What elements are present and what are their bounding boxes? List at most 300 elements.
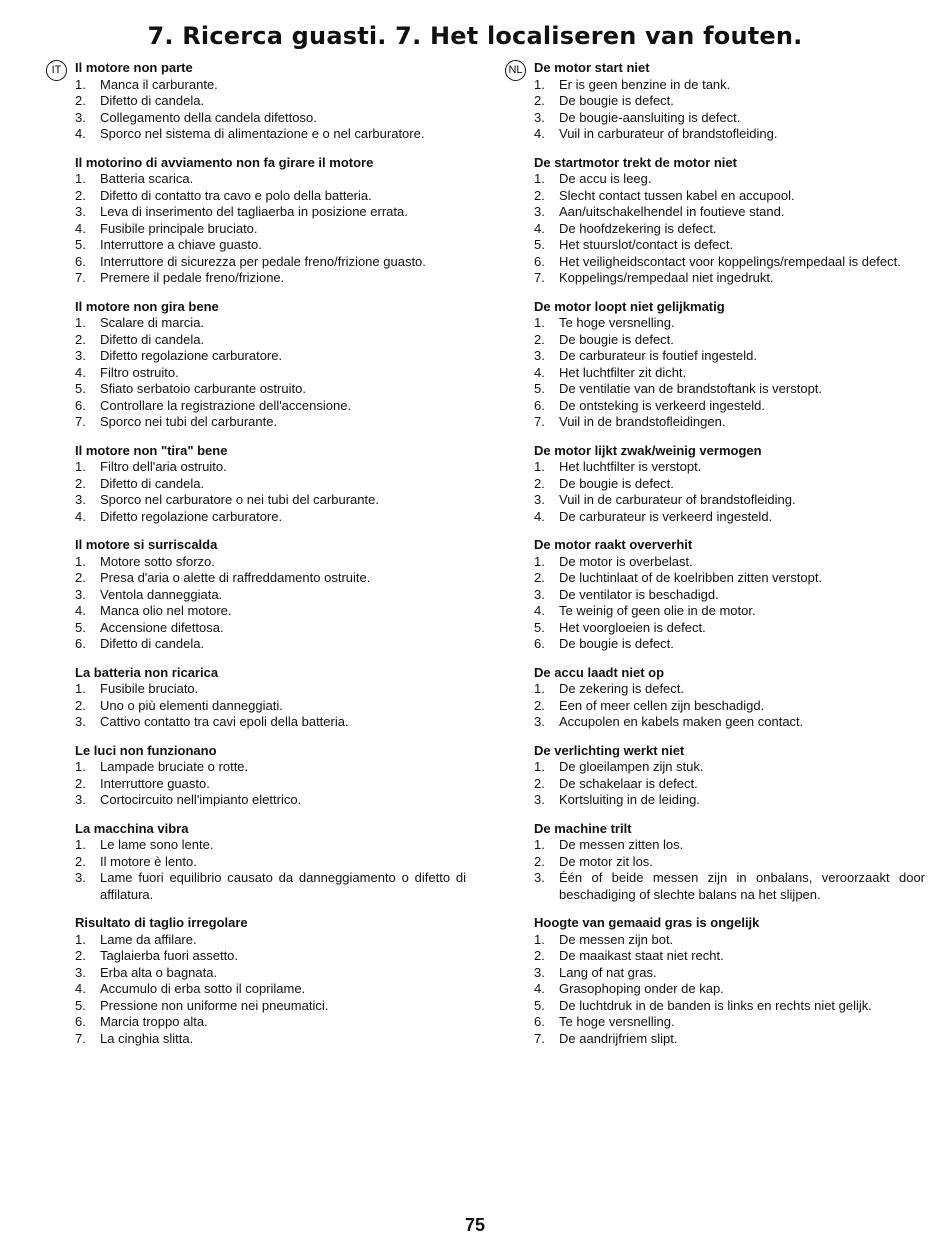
item-text: Cortocircuito nell'impianto elettrico. xyxy=(100,792,302,807)
section-title: De verlichting werkt niet xyxy=(534,742,685,758)
cause-item xyxy=(534,221,925,238)
cause-item xyxy=(75,948,466,965)
item-text: De aandrijfriem slipt. xyxy=(559,1030,678,1046)
item-text: De messen zijn bot. xyxy=(559,931,674,947)
cause-item xyxy=(534,681,925,698)
item-number: 2. xyxy=(534,697,545,713)
item-number: 3. xyxy=(75,792,86,807)
troubleshooting-section xyxy=(75,299,466,431)
cause-item xyxy=(75,603,466,620)
cause-item xyxy=(534,254,925,271)
item-number: 6. xyxy=(534,636,545,651)
item-text: De schakelaar is defect. xyxy=(559,775,698,791)
cause-item xyxy=(534,171,925,188)
item-text: De ontsteking is verkeerd ingesteld. xyxy=(559,397,765,413)
item-text: Lame da affilare. xyxy=(100,931,197,947)
cause-item xyxy=(75,854,466,871)
item-number: 1. xyxy=(75,759,86,774)
item-number: 3. xyxy=(534,714,545,729)
section-title: Il motore non "tira" bene xyxy=(75,442,228,458)
item-text: De bougie is defect. xyxy=(559,636,674,651)
troubleshooting-section xyxy=(75,821,466,904)
item-text: Vuil in de carburateur of brandstofleiding. xyxy=(559,492,796,507)
cause-item xyxy=(75,1014,466,1031)
cause-item xyxy=(534,636,925,653)
item-number: 4. xyxy=(75,508,86,524)
item-text: Sfiato serbatoio carburante ostruito. xyxy=(100,381,306,396)
cause-item xyxy=(534,570,925,587)
cause-item xyxy=(75,315,466,332)
item-text: Sporco nel carburatore o nei tubi del carburante. xyxy=(100,492,379,507)
item-number: 2. xyxy=(534,775,545,791)
item-number: 3. xyxy=(534,204,545,219)
cause-list xyxy=(75,77,466,143)
cause-item xyxy=(75,1031,466,1048)
item-text: Manca olio nel motore. xyxy=(100,603,232,618)
item-text: Het stuurslot/contact is defect. xyxy=(559,237,734,252)
item-number: 4. xyxy=(534,220,545,236)
cause-item xyxy=(534,348,925,365)
item-text: Il motore è lento. xyxy=(100,853,197,869)
item-number: 1. xyxy=(534,315,545,330)
item-text: Pressione non uniforme nei pneumatici. xyxy=(100,997,329,1013)
section-title: La macchina vibra xyxy=(75,820,189,836)
item-number: 5. xyxy=(534,237,545,252)
item-number: 1. xyxy=(75,931,86,947)
item-number: 4. xyxy=(534,126,545,141)
item-number: 1. xyxy=(534,459,545,474)
item-number: 4. xyxy=(75,364,86,380)
cause-list xyxy=(534,171,925,287)
item-text: De bougie is defect. xyxy=(559,93,674,108)
item-text: Een of meer cellen zijn beschadigd. xyxy=(559,697,765,713)
item-text: De gloeilampen zijn stuk. xyxy=(559,759,704,774)
cause-item xyxy=(75,620,466,637)
item-number: 1. xyxy=(75,315,86,330)
item-number: 1. xyxy=(75,459,86,474)
cause-item xyxy=(534,603,925,620)
cause-item xyxy=(75,332,466,349)
item-number: 6. xyxy=(534,253,545,269)
item-number: 4. xyxy=(534,981,545,996)
item-text: De motor zit los. xyxy=(559,853,653,869)
cause-list xyxy=(534,315,925,431)
section-title: De motor loopt niet gelijkmatig xyxy=(534,298,725,314)
item-text: De luchtinlaat of de koelribben zitten verstopt. xyxy=(559,570,823,585)
item-number: 2. xyxy=(534,187,545,203)
cause-item xyxy=(75,681,466,698)
cause-item xyxy=(75,792,466,809)
cause-item xyxy=(534,509,925,526)
item-number: 2. xyxy=(75,93,86,108)
item-number: 2. xyxy=(534,475,545,491)
item-text: Controllare la registrazione dell'accensione. xyxy=(100,397,352,413)
item-number: 6. xyxy=(75,1014,86,1029)
item-text: Lame fuori equilibrio causato da danneggiamento o difetto di affilatura. xyxy=(100,870,466,902)
item-text: De zekering is defect. xyxy=(559,681,685,696)
item-text: Filtro dell'aria ostruito. xyxy=(100,459,227,474)
section-title: Hoogte van gemaaid gras is ongelijk xyxy=(534,915,760,930)
section-title: De startmotor trekt de motor niet xyxy=(534,154,737,170)
troubleshooting-section xyxy=(534,537,925,653)
item-text: De maaikast staat niet recht. xyxy=(559,948,724,963)
item-number: 3. xyxy=(75,348,86,363)
item-number: 1. xyxy=(534,759,545,774)
item-number: 1. xyxy=(534,681,545,696)
item-text: Scalare di marcia. xyxy=(100,315,205,330)
troubleshooting-section xyxy=(75,60,466,143)
troubleshooting-section xyxy=(534,299,925,431)
cause-item xyxy=(534,837,925,854)
cause-item xyxy=(75,93,466,110)
item-text: Te hoge versnelling. xyxy=(559,1014,675,1029)
cause-list xyxy=(534,932,925,1048)
item-number: 6. xyxy=(75,397,86,413)
item-text: De messen zitten los. xyxy=(559,837,684,852)
item-text: Te weinig of geen olie in de motor. xyxy=(559,603,756,618)
cause-item xyxy=(534,93,925,110)
item-number: 5. xyxy=(75,619,86,635)
cause-item xyxy=(75,270,466,287)
item-number: 1. xyxy=(75,553,86,569)
item-number: 3. xyxy=(534,586,545,602)
item-text: De ventilatie van de brandstoftank is verstopt. xyxy=(559,381,823,396)
item-text: Vuil in de brandstofleidingen. xyxy=(559,414,726,429)
item-number: 6. xyxy=(534,1014,545,1029)
item-number: 3. xyxy=(75,109,86,125)
cause-list xyxy=(75,837,466,903)
item-text: Difetto regolazione carburatore. xyxy=(100,348,283,363)
troubleshooting-section xyxy=(534,821,925,904)
cause-item xyxy=(534,792,925,809)
cause-item xyxy=(75,188,466,205)
cause-item xyxy=(534,948,925,965)
cause-list xyxy=(75,681,466,731)
cause-item xyxy=(534,126,925,143)
troubleshooting-section xyxy=(75,537,466,653)
item-number: 4. xyxy=(534,508,545,524)
item-text: Interruttore a chiave guasto. xyxy=(100,237,262,252)
cause-item xyxy=(534,981,925,998)
item-text: Het voorgloeien is defect. xyxy=(559,619,706,635)
item-number: 2. xyxy=(534,570,545,585)
cause-item xyxy=(534,459,925,476)
item-number: 3. xyxy=(534,492,545,507)
cause-list xyxy=(534,77,925,143)
cause-item xyxy=(534,381,925,398)
troubleshooting-section xyxy=(75,743,466,809)
troubleshooting-section xyxy=(75,665,466,731)
item-number: 1. xyxy=(534,171,545,186)
cause-item xyxy=(534,270,925,287)
item-text: De hoofdzekering is defect. xyxy=(559,220,717,236)
item-number: 1. xyxy=(534,76,545,92)
section-list xyxy=(534,60,925,1047)
troubleshooting-section xyxy=(75,915,466,1047)
cause-item xyxy=(534,587,925,604)
section-title: De accu laadt niet op xyxy=(534,664,665,680)
cause-item xyxy=(75,636,466,653)
cause-item xyxy=(75,365,466,382)
item-text: Manca il carburante. xyxy=(100,76,218,92)
item-text: Difetto di candela. xyxy=(100,475,205,491)
item-text: La cinghia slitta. xyxy=(100,1030,194,1046)
section-title: La batteria non ricarica xyxy=(75,664,219,680)
item-number: 2. xyxy=(75,853,86,869)
item-number: 4. xyxy=(75,220,86,236)
item-text: Koppelings/rempedaal niet ingedrukt. xyxy=(559,270,774,285)
item-text: Erba alta o bagnata. xyxy=(100,964,218,980)
cause-item xyxy=(75,932,466,949)
cause-item xyxy=(75,965,466,982)
item-number: 2. xyxy=(75,475,86,491)
item-number: 5. xyxy=(75,997,86,1013)
section-title: Il motore non gira bene xyxy=(75,298,219,314)
item-number: 1. xyxy=(534,837,545,852)
cause-item xyxy=(75,509,466,526)
cause-item xyxy=(534,237,925,254)
cause-item xyxy=(534,492,925,509)
cause-list xyxy=(75,171,466,287)
item-text: De carburateur is foutief ingesteld. xyxy=(559,348,757,363)
cause-item xyxy=(534,332,925,349)
item-number: 2. xyxy=(75,570,86,585)
section-title: Risultato di taglio irregolare xyxy=(75,915,248,930)
item-number: 4. xyxy=(534,364,545,380)
item-text: Le lame sono lente. xyxy=(100,837,214,852)
item-text: Difetto di candela. xyxy=(100,331,205,347)
cause-item xyxy=(75,776,466,793)
section-title: Le luci non funzionano xyxy=(75,742,217,758)
item-number: 3. xyxy=(534,870,545,885)
cause-item xyxy=(534,620,925,637)
item-text: De ventilator is beschadigd. xyxy=(559,586,719,602)
item-text: Kortsluiting in de leiding. xyxy=(559,792,700,807)
item-text: Fusibile principale bruciato. xyxy=(100,220,258,236)
item-number: 4. xyxy=(534,603,545,618)
item-number: 2. xyxy=(534,93,545,108)
section-title: De motor start niet xyxy=(534,60,650,75)
item-text: Filtro ostruito. xyxy=(100,364,179,380)
item-number: 3. xyxy=(534,792,545,807)
item-number: 6. xyxy=(534,397,545,413)
item-text: Het luchtfilter zit dicht. xyxy=(559,364,687,380)
cause-item xyxy=(534,698,925,715)
cause-list xyxy=(534,681,925,731)
cause-item xyxy=(75,204,466,221)
item-number: 2. xyxy=(75,331,86,347)
item-number: 3. xyxy=(534,109,545,125)
cause-item xyxy=(75,554,466,571)
cause-item xyxy=(75,381,466,398)
troubleshooting-section xyxy=(75,443,466,526)
item-text: Fusibile bruciato. xyxy=(100,681,199,696)
item-text: De bougie is defect. xyxy=(559,475,674,491)
cause-item xyxy=(75,348,466,365)
item-text: Slecht contact tussen kabel en accupool. xyxy=(559,187,795,203)
troubleshooting-section xyxy=(534,915,925,1047)
cause-item xyxy=(534,398,925,415)
italian-column xyxy=(46,60,466,1059)
item-text: Difetto di candela. xyxy=(100,93,205,108)
item-number: 3. xyxy=(75,204,86,219)
item-text: Accensione difettosa. xyxy=(100,619,224,635)
section-title: Il motore si surriscalda xyxy=(75,537,218,552)
item-text: Interruttore di sicurezza per pedale freno/frizione guasto. xyxy=(100,253,426,269)
section-title: Il motore non parte xyxy=(75,60,193,75)
section-title: Il motorino di avviamento non fa girare il motore xyxy=(75,154,374,170)
item-text: Difetto di contatto tra cavo e polo della batteria. xyxy=(100,187,372,203)
item-text: De luchtdruk in de banden is links en rechts niet gelijk. xyxy=(559,997,872,1013)
item-text: De accu is leeg. xyxy=(559,171,652,186)
item-number: 7. xyxy=(75,1030,86,1046)
item-text: De carburateur is verkeerd ingesteld. xyxy=(559,508,773,524)
cause-list xyxy=(75,554,466,653)
item-text: Er is geen benzine in de tank. xyxy=(559,76,731,92)
section-title: De motor lijkt zwak/weinig vermogen xyxy=(534,442,762,458)
cause-item xyxy=(534,476,925,493)
troubleshooting-section xyxy=(534,743,925,809)
item-number: 3. xyxy=(75,586,86,602)
cause-item xyxy=(534,998,925,1015)
item-number: 2. xyxy=(534,331,545,347)
cause-item xyxy=(75,398,466,415)
cause-item xyxy=(534,1031,925,1048)
item-number: 2. xyxy=(75,697,86,713)
item-text: Premere il pedale freno/frizione. xyxy=(100,270,285,285)
item-text: Cattivo contatto tra cavi epoli della batteria. xyxy=(100,714,349,729)
cause-list xyxy=(534,554,925,653)
troubleshooting-section xyxy=(534,155,925,287)
cause-item xyxy=(75,110,466,127)
language-badge-it: IT xyxy=(46,60,67,81)
item-text: De motor is overbelast. xyxy=(559,553,693,569)
item-number: 4. xyxy=(75,603,86,618)
item-text: Lang of nat gras. xyxy=(559,964,657,980)
item-text: Sporco nel sistema di alimentazione e o nel carburatore. xyxy=(100,126,425,141)
item-number: 5. xyxy=(534,619,545,635)
cause-item xyxy=(75,171,466,188)
item-number: 3. xyxy=(75,870,86,885)
item-number: 6. xyxy=(75,253,86,269)
item-text: Sporco nei tubi del carburante. xyxy=(100,414,278,429)
item-text: De bougie-aansluiting is defect. xyxy=(559,109,741,125)
cause-list xyxy=(534,759,925,809)
item-text: Leva di inserimento del tagliaerba in posizione errata. xyxy=(100,204,408,219)
item-text: Collegamento della candela difettoso. xyxy=(100,109,317,125)
section-list xyxy=(75,60,466,1047)
cause-item xyxy=(534,315,925,332)
item-number: 3. xyxy=(534,348,545,363)
item-number: 1. xyxy=(534,931,545,947)
cause-item xyxy=(534,365,925,382)
cause-item xyxy=(75,837,466,854)
item-text: Accupolen en kabels maken geen contact. xyxy=(559,714,804,729)
cause-item xyxy=(75,698,466,715)
item-text: Marcia troppo alta. xyxy=(100,1014,208,1029)
item-number: 3. xyxy=(75,492,86,507)
cause-item xyxy=(534,204,925,221)
cause-item xyxy=(75,221,466,238)
troubleshooting-section xyxy=(534,443,925,526)
page-number: 75 xyxy=(464,1215,486,1235)
item-number: 7. xyxy=(534,270,545,285)
cause-list xyxy=(75,932,466,1048)
cause-item xyxy=(75,714,466,731)
item-text: Te hoge versnelling. xyxy=(559,315,675,330)
cause-item xyxy=(75,570,466,587)
cause-item xyxy=(75,587,466,604)
item-text: Batteria scarica. xyxy=(100,171,194,186)
cause-item xyxy=(534,854,925,871)
cause-item xyxy=(534,554,925,571)
item-text: Één of beide messen zijn in onbalans, veroorzaakt door beschadiging of slechte balans na het slijpen. xyxy=(559,870,925,902)
item-number: 2. xyxy=(534,948,545,963)
language-badge-nl: NL xyxy=(505,60,526,81)
cause-item xyxy=(75,237,466,254)
item-number: 2. xyxy=(75,948,86,963)
cause-item xyxy=(534,1014,925,1031)
item-text: Difetto di candela. xyxy=(100,636,205,651)
troubleshooting-section xyxy=(75,155,466,287)
item-number: 5. xyxy=(75,237,86,252)
cause-item xyxy=(75,476,466,493)
troubleshooting-section xyxy=(534,60,925,143)
item-number: 3. xyxy=(75,964,86,980)
cause-list xyxy=(75,315,466,431)
cause-item xyxy=(75,254,466,271)
cause-item xyxy=(75,126,466,143)
item-number: 2. xyxy=(534,853,545,869)
cause-item xyxy=(75,759,466,776)
item-number: 1. xyxy=(534,553,545,569)
troubleshooting-section xyxy=(534,665,925,731)
item-number: 6. xyxy=(75,636,86,651)
item-text: Het luchtfilter is verstopt. xyxy=(559,459,702,474)
cause-item xyxy=(75,77,466,94)
section-title: De machine trilt xyxy=(534,820,632,836)
item-number: 1. xyxy=(75,171,86,186)
cause-item xyxy=(534,188,925,205)
item-number: 2. xyxy=(75,187,86,203)
item-number: 3. xyxy=(534,964,545,980)
item-number: 1. xyxy=(75,837,86,852)
item-text: De bougie is defect. xyxy=(559,331,674,347)
item-number: 5. xyxy=(534,381,545,396)
item-text: Vuil in carburateur of brandstofleiding. xyxy=(559,126,778,141)
cause-item xyxy=(534,77,925,94)
item-text: Uno o più elementi danneggiati. xyxy=(100,697,283,713)
item-number: 3. xyxy=(75,714,86,729)
cause-item xyxy=(534,965,925,982)
item-text: Aan/uitschakelhendel in foutieve stand. xyxy=(559,204,785,219)
cause-item xyxy=(534,932,925,949)
item-text: Accumulo di erba sotto il coprilame. xyxy=(100,981,306,996)
item-number: 7. xyxy=(534,1030,545,1046)
item-number: 7. xyxy=(75,270,86,285)
cause-item xyxy=(534,776,925,793)
cause-list xyxy=(534,837,925,903)
item-number: 5. xyxy=(75,381,86,396)
cause-item xyxy=(75,998,466,1015)
cause-item xyxy=(75,981,466,998)
item-number: 1. xyxy=(75,76,86,92)
cause-item xyxy=(534,759,925,776)
cause-item xyxy=(534,110,925,127)
dutch-column xyxy=(505,60,925,1059)
item-text: Interruttore guasto. xyxy=(100,775,210,791)
item-text: Lampade bruciate o rotte. xyxy=(100,759,249,774)
